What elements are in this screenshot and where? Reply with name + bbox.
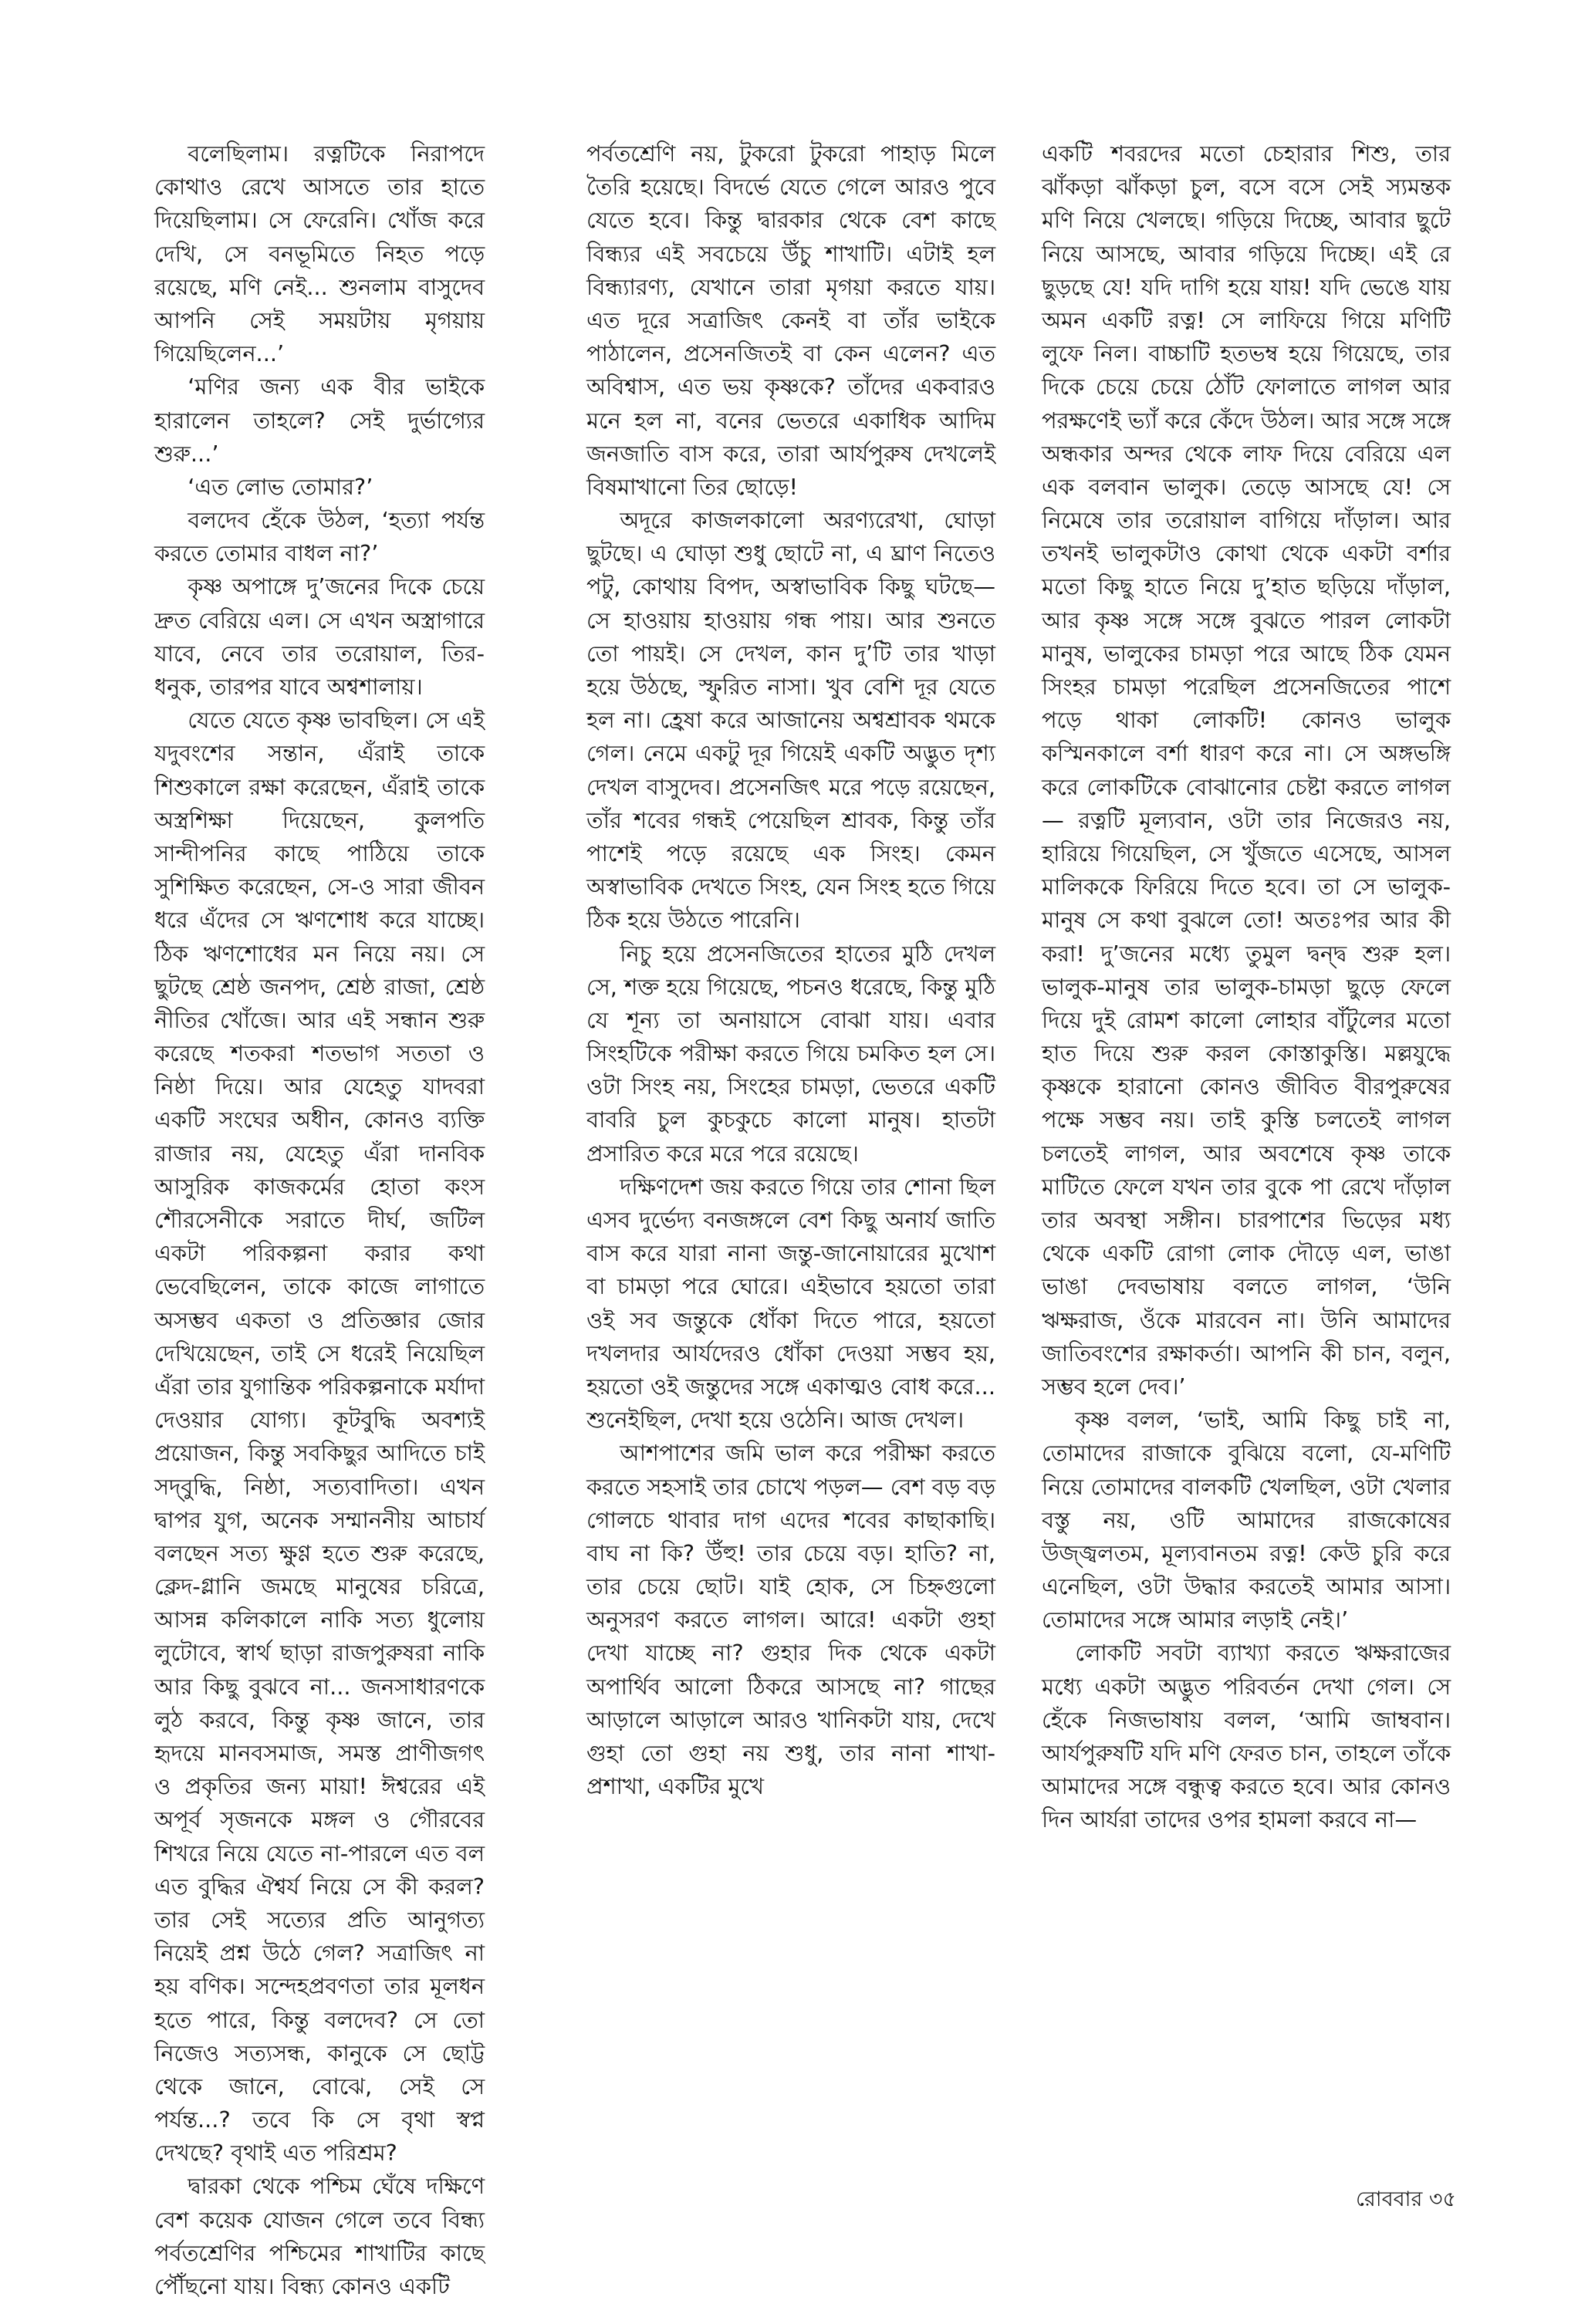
paragraph: অদূরে কাজলকালো অরণ্যরেখা, ঘোড়া ছুটছে। এ ঘোড়া শুধু ছোটে না, এ ঘ্রাণ নিতেও পটু, কোথায় বিপদ, অস্বাভাবিক কিছু ঘটছে— সে হাওয়ায় হাওয়ায় গন্ধ পায়। আর শুনতে তো পায়ই। সে দেখল, কান দু’টি তার খাড়া হয়ে উঠছে, স্ফুরিত নাসা। খুব বেশি দূর যেতে হল না। হ্রেষা করে আজানেয় অশ্বশ্রাবক থমকে গেল। নেমে একটু দূর গিয়েই একটি অদ্ভুত দৃশ্য দেখল বাসুদেব। প্রসেনজিৎ মরে পড়ে রয়েছেন, তাঁর শবের গন্ধই পেয়েছিল শ্রাবক, কিন্তু তাঁর পাশেই পড়ে রয়েছে এক সিংহ। কেমন অস্বাভাবিক দেখতে সিংহ, যেন সিংহ হতে গিয়ে ঠিক হয়ে উঠতে পারেনি। <box>586 507 995 934</box>
magazine-name: রোববার <box>1355 2187 1423 2211</box>
paragraph: একটি শবরদের মতো চেহারার শিশু, তার ঝাঁকড়া ঝাঁকড়া চুল, বসে বসে সেই স্যমন্তক মণি নিয়ে খেলছে। গড়িয়ে দিচ্ছে, আবার ছুটে নিয়ে আসছে, আবার গড়িয়ে দিচ্ছে। এই রে ছুড়ছে যে! যদি দাগি হয়ে যায়! যদি ভেঙে যায় অমন একটি রত্ন! সে লাফিয়ে গিয়ে মণিটি লুফে নিল। বাচ্চাটি হতভম্ব হয়ে গিয়েছে, তার দিকে চেয়ে চেয়ে ঠোঁট ফোলাতে লাগল আর পরক্ষণেই ভ্যাঁ করে কেঁদে উঠল। আর সঙ্গে সঙ্গে অন্ধকার অন্দর থেকে লাফ দিয়ে বেরিয়ে এল এক বলবান ভালুক। তেড়ে আসছে যে! সে নিমেষে তার তরোয়াল বাগিয়ে দাঁড়াল। আর তখনই ভালুকটাও কোথা থেকে একটা বর্শার মতো কিছু হাতে নিয়ে দু’হাত ছড়িয়ে দাঁড়াল, আর কৃষ্ণ সঙ্গে সঙ্গে বুঝতে পারল লোকটা মানুষ, ভালুকের চামড়া পরে আছে ঠিক যেমন সিংহর চামড়া পরেছিল প্রসেনজিতের পাশে পড়ে থাকা লোকটি! কোনও ভালুক কস্মিনকালে বর্শা ধারণ করে না। সে অঙ্গভঙ্গি করে লোকটিকে বোঝানোর চেষ্টা করতে লাগল— রত্নটি মূল্যবান, ওটা তার নিজেরও নয়, হারিয়ে গিয়েছিল, সে খুঁজতে এসেছে, আসল মালিককে ফিরিয়ে দিতে হবে। তা সে ভালুক-মানুষ সে কথা বুঝলে তো! অতঃপর আর কী করা! দু’জনের মধ্যে তুমুল দ্বন্দ্ব শুরু হল। ভালুক-মানুষ তার ভালুক-চামড়া ছুড়ে ফেলে দিয়ে দুই রোমশ কালো লোহার বাঁটুলের মতো হাত দিয়ে শুরু করল কোস্তাকুস্তি। মল্লযুদ্ধে কৃষ্ণকে হারানো কোনও জীবিত বীরপুরুষের পক্ষে সম্ভব নয়। তাই কুস্তি চলতেই লাগল চলতেই লাগল, আর অবশেষে কৃষ্ণ তাকে মাটিতে ফেলে যখন তার বুকে পা রেখে দাঁড়াল তার অবস্থা সঙ্গীন। চারপাশের ভিড়ের মধ্য থেকে একটি রোগা লোক দৌড়ে এল, ভাঙা ভাঙা দেবভাষায় বলতে লাগল, ‘উনি ঋক্ষরাজ, ওঁকে মারবেন না। উনি আমাদের জাতিবংশের রক্ষাকর্তা। আপনি কী চান, বলুন, সম্ভব হলে দেব।’ <box>1042 140 1451 1400</box>
paragraph: কৃষ্ণ অপাঙ্গে দু’জনের দিকে চেয়ে দ্রুত বেরিয়ে এল। সে এখন অস্ত্রাগারে যাবে, নেবে তার তরোয়াল, তির-ধনুক, তারপর যাবে অশ্বশালায়। <box>154 573 485 700</box>
paragraph: দ্বারকা থেকে পশ্চিম ঘেঁষে দক্ষিণে বেশ কয়েক যোজন গেলে তবে বিন্ধ্য পর্বতশ্রেণির পশ্চিমের শাখাটির কাছে পৌঁছনো যায়। বিন্ধ্য কোনও একটি <box>154 2173 485 2299</box>
paragraph: বলদেব হেঁকে উঠল, ‘হত্যা পর্যন্ত করতে তোমার বাধল না?’ <box>154 507 485 567</box>
paragraph: লোকটি সবটা ব্যাখ্যা করতে ঋক্ষরাজের মধ্যে একটা অদ্ভুত পরিবর্তন দেখা গেল। সে হেঁকে নিজভাষায় বলল, ‘আমি জাম্ববান। আর্যপুরুষটি যদি মণি ফেরত চান, তাহলে তাঁকে আমাদের সঙ্গে বন্ধুত্ব করতে হবে। আর কোনও দিন আর্যরা তাদের ওপর হামলা করবে না— <box>1042 1640 1451 1833</box>
text-column-3 <box>1042 137 1451 2159</box>
paragraph: আশপাশের জমি ভাল করে পরীক্ষা করতে করতে সহসাই তার চোখে পড়ল— বেশ বড় বড় গোলচে থাবার দাগ এদের শবের কাছাকাছি। বাঘ না কি? উঁহু! তার চেয়ে বড়। হাতি? না, তার চেয়ে ছোট। যাই হোক, সে চিহ্নগুলো অনুসরণ করতে লাগল। আরে! একটা গুহা দেখা যাচ্ছে না? গুহার দিক থেকে একটা অপার্থিব আলো ঠিকরে আসছে না? গাছের আড়ালে আড়ালে আরও খানিকটা যায়, দেখে গুহা তো গুহা নয় শুধু, তার নানা শাখা-প্রশাখা, একটির মুখে <box>586 1440 995 1800</box>
paragraph: বলেছিলাম। রত্নটিকে নিরাপদে কোথাও রেখে আসতে তার হাতে দিয়েছিলাম। সে ফেরেনি। খোঁজ করে দেখি, সে বনভূমিতে নিহত পড়ে রয়েছে, মণি নেই... শুনলাম বাসুদেব আপনি সেই সময়টায় মৃগয়ায় গিয়েছিলেন...’ <box>154 140 485 367</box>
paragraph: ‘মণির জন্য এক বীর ভাইকে হারালেন তাহলে? সেই দুর্ভাগ্যের শুরু...’ <box>154 373 485 467</box>
page-number: ৩৫ <box>1428 2187 1456 2211</box>
paragraph: দক্ষিণদেশ জয় করতে গিয়ে তার শোনা ছিল এসব দুর্ভেদ্য বনজঙ্গলে বেশ কিছু অনার্য জাতি বাস করে যারা নানা জন্তু-জানোয়ারের মুখোশ বা চামড়া পরে ঘোরে। এইভাবে হয়তো তারা ওই সব জন্তুকে ধোঁকা দিতে পারে, হয়তো দখলদার আর্যদেরও ধোঁকা দেওয়া সম্ভব হয়, হয়তো ওই জন্তুদের সঙ্গে একাত্মও বোধ করে... শুনেইছিল, দেখা হয়ে ওঠেনি। আজ দেখল। <box>586 1173 995 1434</box>
paragraph: পর্বতশ্রেণি নয়, টুকরো টুকরো পাহাড় মিলে তৈরি হয়েছে। বিদর্ভে যেতে গেলে আরও পুবে যেতে হবে। কিন্তু দ্বারকার থেকে বেশ কাছে বিন্ধ্যর এই সবচেয়ে উঁচু শাখাটি। এটাই হল বিন্ধ্যারণ্য, যেখানে তারা মৃগয়া করতে যায়। এত দূরে সত্রাজিৎ কেনই বা তাঁর ভাইকে পাঠালেন, প্রসেনজিতই বা কেন এলেন? এত অবিশ্বাস, এত ভয় কৃষ্ণকে? তাঁদের একবারও মনে হল না, বনের ভেতরে একাধিক আদিম জনজাতি বাস করে, তারা আর্যপুরুষ দেখলেই বিষমাখানো তির ছোড়ে! <box>586 140 995 500</box>
text-column-2 <box>586 137 995 2159</box>
paragraph: নিচু হয়ে প্রসেনজিতের হাতের মুঠি দেখল সে, শক্ত হয়ে গিয়েছে, পচনও ধরেছে, কিন্তু মুঠি যে শূন্য তা অনায়াসে বোঝা যায়। এবার সিংহটিকে পরীক্ষা করতে গিয়ে চমকিত হল সে। ওটা সিংহ নয়, সিংহের চামড়া, ভেতরে একটি বাবরি চুল কুচকুচে কালো মানুষ। হাতটা প্রসারিত করে মরে পরে রয়েছে। <box>586 940 995 1167</box>
paragraph: ‘এত লোভ তোমার?’ <box>188 473 373 500</box>
paragraph: যেতে যেতে কৃষ্ণ ভাবছিল। সে এই যদুবংশের সন্তান, এঁরাই তাকে শিশুকালে রক্ষা করেছেন, এঁরাই তাকে অস্ত্রশিক্ষা দিয়েছেন, কুলপতি সান্দীপনির কাছে পাঠিয়ে তাকে সুশিক্ষিত করেছেন, সে-ও সারা জীবন ধরে এঁদের সে ঋণশোধ করে যাচ্ছে। ঠিক ঋণশোধের মন নিয়ে নয়। সে ছুটছে শ্রেষ্ঠ জনপদ, শ্রেষ্ঠ রাজা, শ্রেষ্ঠ নীতির খোঁজে। আর এই সন্ধান শুরু করেছে শতকরা শতভাগ সততা ও নিষ্ঠা দিয়ে। আর যেহেতু যাদবরা একটি সংঘের অধীন, কোনও ব্যক্তি রাজার নয়, যেহেতু এঁরা দানবিক আসুরিক কাজকর্মের হোতা কংস শৌরসেনীকে সরাতে দীর্ঘ, জটিল একটা পরিকল্পনা করার কথা ভেবেছিলেন, তাকে কাজে লাগাতে অসম্ভব একতা ও প্রতিজ্ঞার জোর দেখিয়েছেন, তাই সে ধরেই নিয়েছিল এঁরা তার যুগান্তিক পরিকল্পনাকে মর্যাদা দেওয়ার যোগ্য। কূটবুদ্ধি অবশ্যই প্রয়োজন, কিন্তু সবকিছুর আদিতে চাই সদ্‌বুদ্ধি, নিষ্ঠা, সত্যবাদিতা। এখন দ্বাপর যুগ, অনেক সম্মাননীয় আচার্য বলছেন সত্য ক্ষুণ্ণ হতে শুরু করেছে, ক্লেদ-গ্লানি জমছে মানুষের চরিত্রে, আসন্ন কলিকালে নাকি সত্য ধুলোয় লুটোবে, স্বার্থ ছাড়া রাজপুরুষরা নাকি আর কিছু বুঝবে না... জনসাধারণকে লুঠ করবে, কিন্তু কৃষ্ণ জানে, তার হৃদয়ে মানবসমাজ, সমস্ত প্রাণীজগৎ ও প্রকৃতির জন্য মায়া! ঈশ্বরের এই অপূর্ব সৃজনকে মঙ্গল ও গৌরবের শিখরে নিয়ে যেতে না-পারলে এত বল এত বুদ্ধির ঐশ্বর্য নিয়ে সে কী করল? তার সেই সত্যের প্রতি আনুগত্য নিয়েই প্রশ্ন উঠে গেল? সত্রাজিৎ না হয় বণিক। সন্দেহপ্রবণতা তার মূলধন হতে পারে, কিন্তু বলদেব? সে তো নিজেও সত্যসন্ধ, কানুকে সে ছোট্ট থেকে জানে, বোঝে, সেই সে পর্যন্ত...? তবে কি সে বৃথা স্বপ্ন দেখছে? বৃথাই এত পরিশ্রম? <box>154 707 485 2167</box>
text-column-1 <box>154 137 485 2299</box>
page-footer <box>1356 2184 1456 2218</box>
paragraph: কৃষ্ণ বলল, ‘ভাই, আমি কিছু চাই না, তোমাদের রাজাকে বুঝিয়ে বলো, যে-মণিটি নিয়ে তোমাদের বালকটি খেলছিল, ওটা খেলার বস্তু নয়, ওটি আমাদের রাজকোষের উজ্জ্বলতম, মূল্যবানতম রত্ন! কেউ চুরি করে এনেছিল, ওটা উদ্ধার করতেই আমার আসা। তোমাদের সঙ্গে আমার লড়াই নেই।’ <box>1042 1407 1451 1633</box>
